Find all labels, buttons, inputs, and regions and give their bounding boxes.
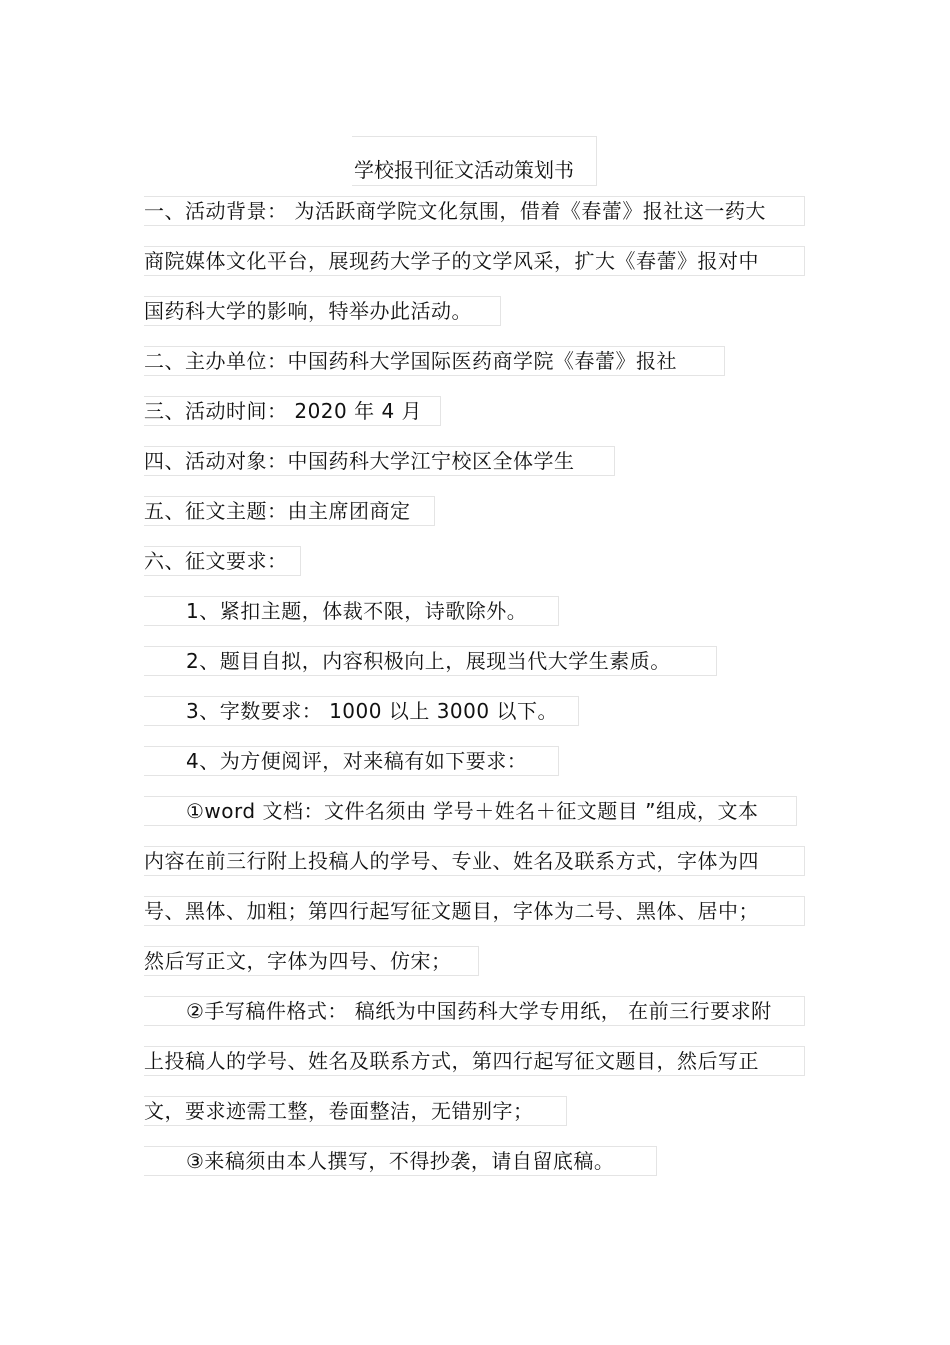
audience-line: 四、活动对象：中国药科大学江宁校区全体学生 xyxy=(144,449,575,473)
requirement-3: 3、字数要求： 1000 以上 3000 以下。 xyxy=(186,699,558,723)
handwritten-format-line-3: 文，要求迹需工整，卷面整洁，无错别字； xyxy=(144,1099,534,1123)
theme-line: 五、征文主题：由主席团商定 xyxy=(144,499,411,523)
organizer-line: 二、主办单位：中国药科大学国际医药商学院《春蕾》报社 xyxy=(144,349,677,373)
handwritten-format-line-2: 上投稿人的学号、姓名及联系方式，第四行起写征文题目，然后写正 xyxy=(144,1049,759,1073)
requirement-2: 2、题目自拟，内容积极向上，展现当代大学生素质。 xyxy=(186,649,671,673)
word-format-line-4: 然后写正文，字体为四号、仿宋； xyxy=(144,949,452,973)
originality-line: ③来稿须由本人撰写，不得抄袭，请自留底稿。 xyxy=(186,1149,615,1173)
word-format-line-3: 号、黑体、加粗；第四行起写征文题目，字体为二号、黑体、居中； xyxy=(144,899,759,923)
handwritten-format-line-1: ②手写稿件格式： 稿纸为中国药科大学专用纸， 在前三行要求附 xyxy=(186,999,772,1023)
requirements-heading: 六、征文要求： xyxy=(144,549,288,573)
word-format-line-1: ①word 文档：文件名须由 学号＋姓名＋征文题目 ”组成，文本 xyxy=(186,799,759,823)
requirement-1: 1、紧扣主题，体裁不限，诗歌除外。 xyxy=(186,599,528,623)
background-line-3: 国药科大学的影响，特举办此活动。 xyxy=(144,299,472,323)
time-line: 三、活动时间： 2020 年 4 月 xyxy=(144,399,423,423)
background-line-1: 一、活动背景： 为活跃商学院文化氛围，借着《春蕾》报社这一药大 xyxy=(144,199,766,223)
background-line-2: 商院媒体文化平台，展现药大学子的文学风采，扩大《春蕾》报对中 xyxy=(144,249,759,273)
word-format-line-2: 内容在前三行附上投稿人的学号、专业、姓名及联系方式，字体为四 xyxy=(144,849,759,873)
requirement-4: 4、为方便阅评，对来稿有如下要求： xyxy=(186,749,528,773)
document-title: 学校报刊征文活动策划书 xyxy=(354,158,574,182)
